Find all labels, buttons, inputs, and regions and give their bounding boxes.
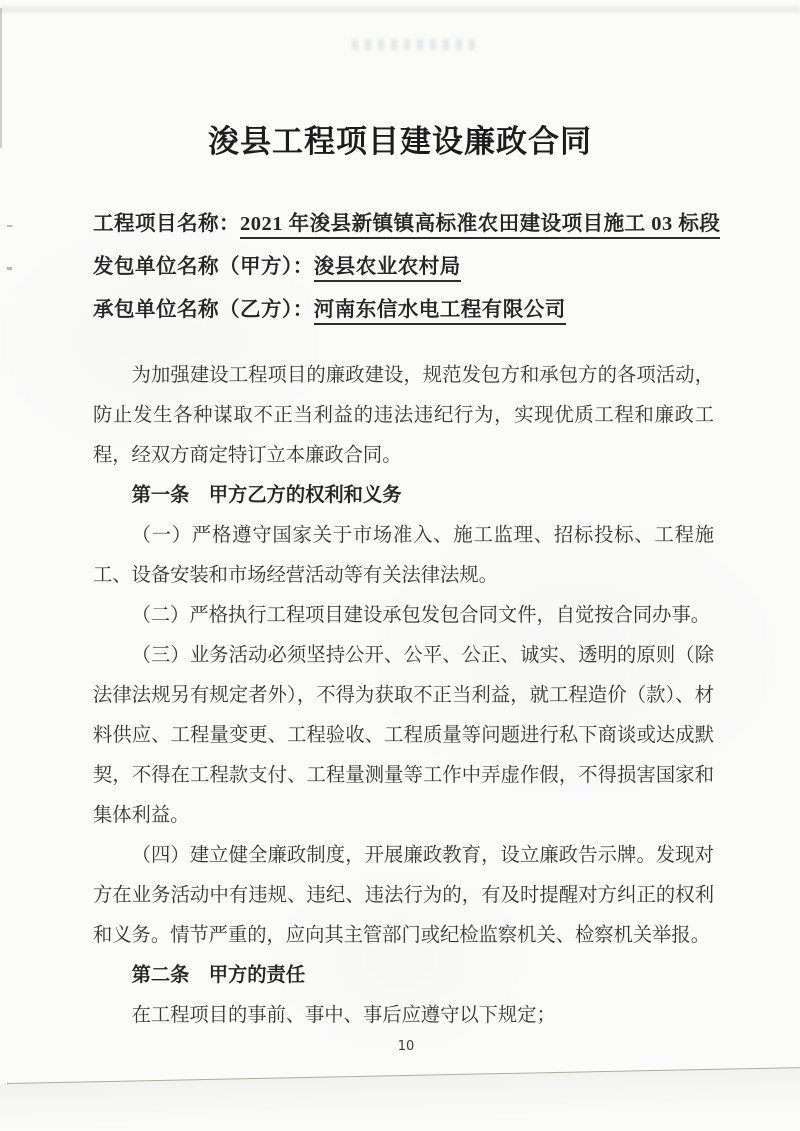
document-title: 浚县工程项目建设廉政合同 <box>208 124 592 159</box>
article-2-heading: 第二条 甲方的责任 <box>131 965 306 986</box>
article-2-intro: 在工程项目的事前、事中、事后应遵守以下规定； <box>131 1005 556 1026</box>
project-name-label: 工程项目名称： <box>93 213 240 235</box>
employer-value: 浚县农业农村局 <box>314 256 461 282</box>
project-name-value: 2021 年浚县新镇镇高标准农田建设项目施工 03 标段 <box>240 213 720 239</box>
employer-label: 发包单位名称（甲方）： <box>93 256 314 278</box>
article-1-clause-4: （四）建立健全廉政制度，开展廉政教育，设立廉政告示牌。发现对方在业务活动中有违规、违纪、违法行为的，有及时提醒对方纠正的权利和义务。情节严重的，应向其主管部门或纪检监察机关、检察机关举报。 <box>93 845 714 946</box>
field-row-project-name <box>93 203 728 246</box>
scan-speck <box>7 225 12 227</box>
contract-header-fields <box>93 203 728 332</box>
field-row-contractor <box>93 289 728 332</box>
article-1-clause-1: （一）严格遵守国家关于市场准入、施工监理、招标投标、工程施工、设备安装和市场经营活动等有关法律法规。 <box>93 525 714 586</box>
scan-top-band-artifact <box>0 6 800 13</box>
page-number: 10 <box>397 1039 415 1054</box>
article-1-clause-3: （三）业务活动必须坚持公开、公平、公正、诚实、透明的原则（除法律法规另有规定者外），不得为获取不正当利益，就工程造价（款）、材料供应、工程量变更、工程验收、工程质量等问题进行私下商谈或达成默契，不得在工程款支付、工程量测量等工作中弄虚作假，不得损害国家和集体利益。 <box>93 645 714 826</box>
article-1-heading: 第一条 甲方乙方的权利和义务 <box>131 485 402 506</box>
contract-body <box>93 356 714 1036</box>
preamble-paragraph: 为加强建设工程项目的廉政建设，规范发包方和承包方的各项活动，防止发生各种谋取不正当利益的违法违纪行为，实现优质工程和廉政工程，经双方商定特订立本廉政合同。 <box>93 365 714 466</box>
field-row-employer <box>93 246 728 289</box>
scan-bottom-shade <box>0 1068 800 1131</box>
scan-speck <box>7 267 12 270</box>
ink-bleed-smudge <box>352 39 480 50</box>
contractor-label: 承包单位名称（乙方）： <box>93 299 314 321</box>
contractor-value: 河南东信水电工程有限公司 <box>314 299 566 325</box>
article-1-clause-2: （二）严格执行工程项目建设承包发包合同文件，自觉按合同办事。 <box>131 605 711 626</box>
